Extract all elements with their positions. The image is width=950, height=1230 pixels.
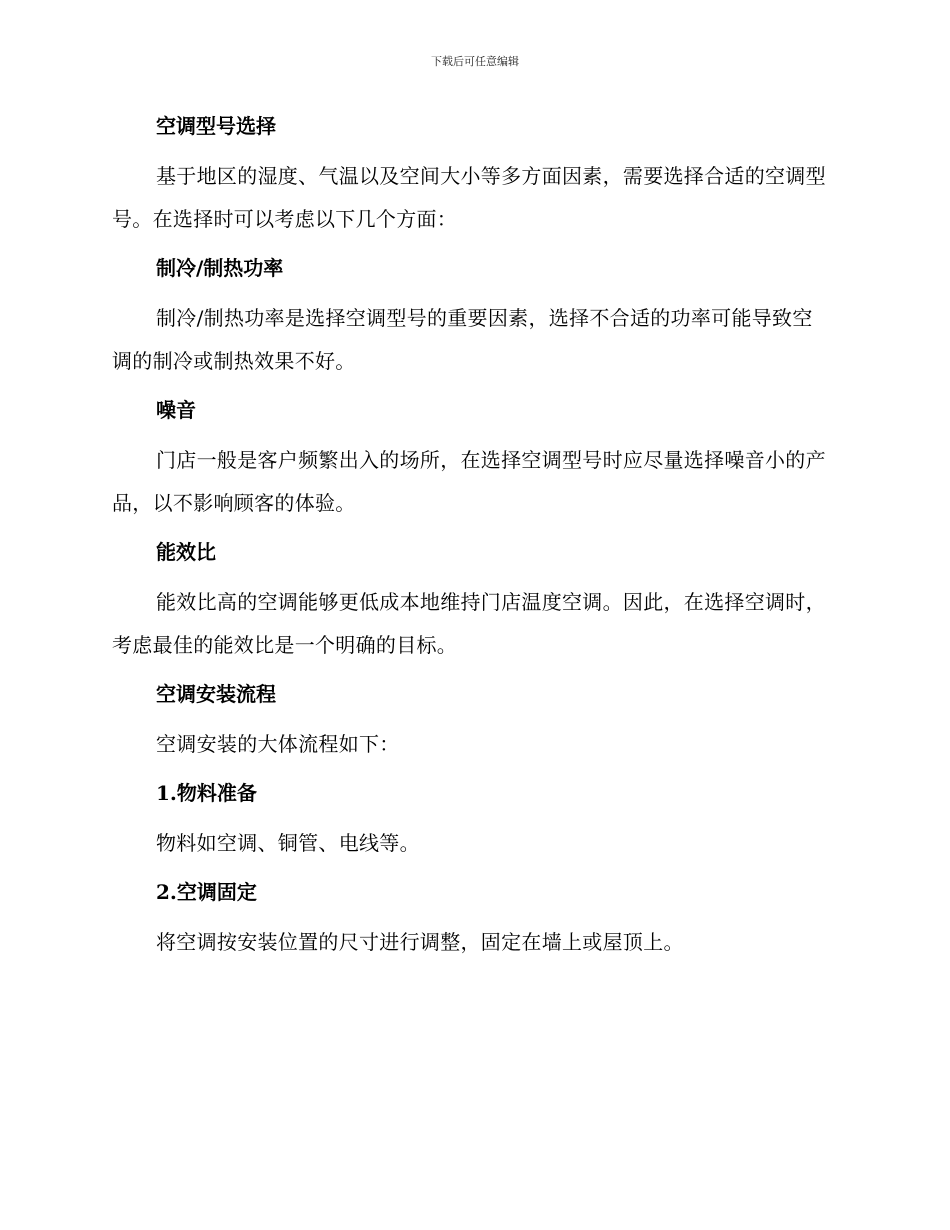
section-heading-efficiency: 能效比 (156, 540, 216, 564)
paragraph-materials: 物料如空调、铜管、电线等。 (156, 831, 420, 855)
section-heading-noise: 噪音 (156, 398, 196, 422)
section-heading-fixing: 2.空调固定 (156, 880, 257, 904)
section-heading-materials: 1.物料准备 (156, 781, 257, 805)
paragraph-noise: 门店一般是客户频繁出入的场所，在选择空调型号时应尽量选择噪音小的产品，以不影响顾客的体验。 (112, 448, 826, 515)
paragraph-efficiency: 能效比高的空调能够更低成本地维持门店温度空调。因此，在选择空调时，考虑最佳的能效比是一个明确的目标。 (112, 590, 826, 657)
document-body (112, 108, 830, 964)
section-heading-power: 制冷/制热功率 (156, 256, 284, 280)
paragraph-fixing: 将空调按安装位置的尺寸进行调整，固定在墙上或屋顶上。 (156, 930, 684, 954)
page-header-note: 下载后可任意编辑 (431, 55, 519, 68)
paragraph-power: 制冷/制热功率是选择空调型号的重要因素，选择不合适的功率可能导致空调的制冷或制热效果不好。 (112, 306, 813, 373)
paragraph-install-process: 空调安装的大体流程如下： (156, 732, 400, 756)
paragraph-model-selection: 基于地区的湿度、气温以及空间大小等多方面因素，需要选择合适的空调型号。在选择时可以考虑以下几个方面： (112, 164, 826, 231)
section-heading-model-selection: 空调型号选择 (156, 114, 276, 138)
section-heading-install-process: 空调安装流程 (156, 682, 276, 706)
